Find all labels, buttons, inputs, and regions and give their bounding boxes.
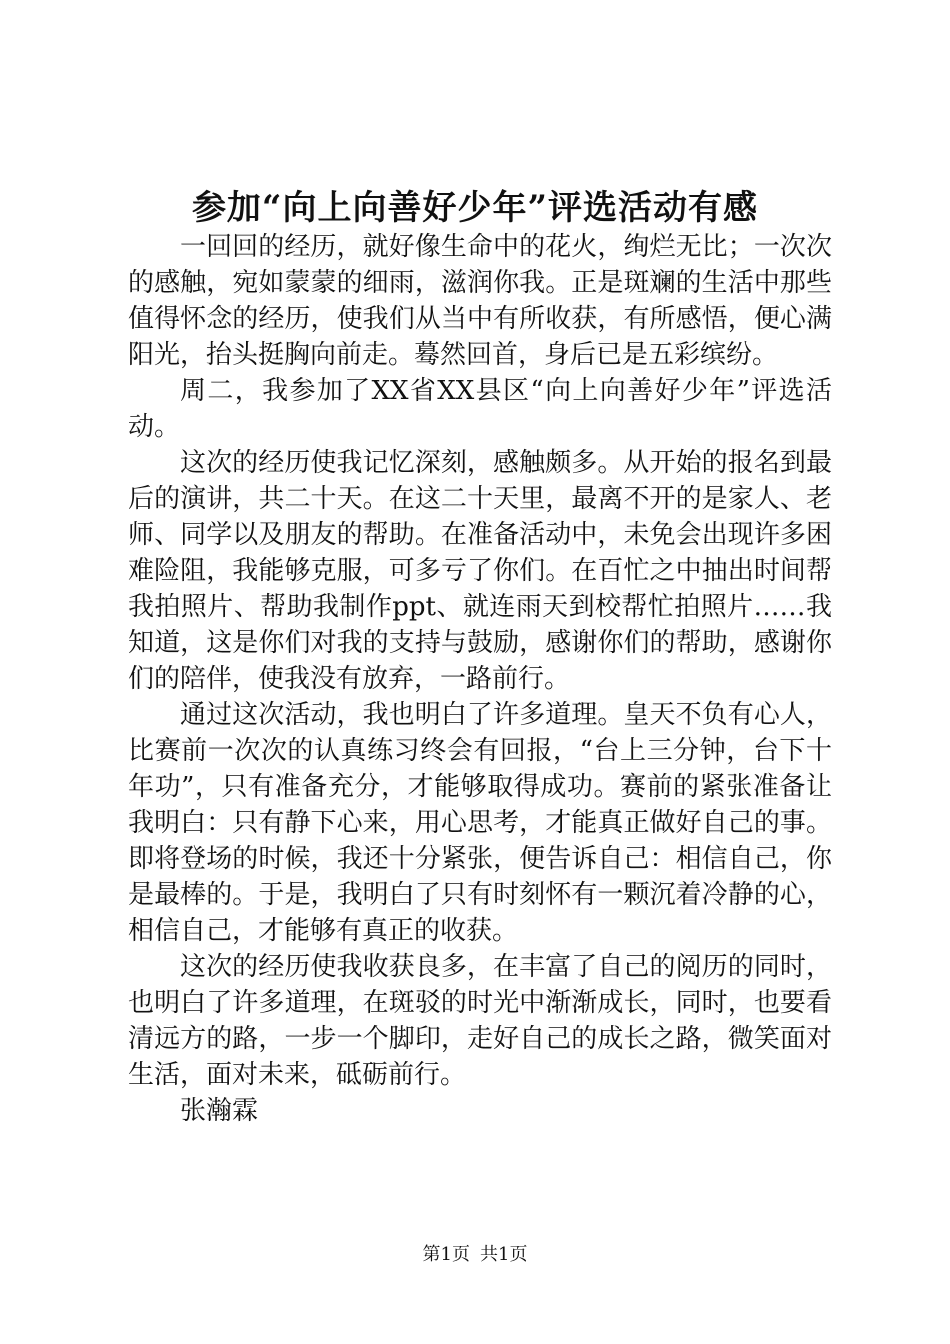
document-body <box>128 229 832 1129</box>
paragraph-3: 这次的经历使我记忆深刻，感触颇多。从开始的报名到最后的演讲，共二十天。在这二十天里，最离不开的是家人、老师、同学以及朋友的帮助。在准备活动中，未免会出现许多困难险阻，我能够克服，可多亏了你们。在百忙之中抽出时间帮我拍照片、帮助我制作ppt、就连雨天到校帮忙拍照片……我知道，这是你们对我的支持与鼓励，感谢你们的帮助，感谢你们的陪伴，使我没有放弃，一路前行。 <box>128 448 832 694</box>
paragraph-5: 这次的经历使我收获良多，在丰富了自己的阅历的同时，也明白了许多道理，在斑驳的时光中渐渐成长，同时，也要看清远方的路，一步一个脚印，走好自己的成长之路，微笑面对生活，面对未来，砥砺前行。 <box>128 952 832 1090</box>
paragraph-1: 一回回的经历，就好像生命中的花火，绚烂无比；一次次的感触，宛如蒙蒙的细雨，滋润你我。正是斑斓的生活中那些值得怀念的经历，使我们从当中有所收获，有所感悟，便心满阳光，抬头挺胸向前走。蓦然回首，身后已是五彩缤纷。 <box>128 232 832 370</box>
page-footer <box>0 1243 950 1267</box>
paragraph-4: 通过这次活动，我也明白了许多道理。皇天不负有心人，比赛前一次次的认真练习终会有回报，“台上三分钟，台下十年功”，只有准备充分，才能够取得成功。赛前的紧张准备让我明白：只有静下心来，用心思考，才能真正做好自己的事。即将登场的时候，我还十分紧张，便告诉自己：相信自己，你是最棒的。于是，我明白了只有时刻怀有一颗沉着冷静的心，相信自己，才能够有真正的收获。 <box>128 700 832 946</box>
paragraph-2: 周二，我参加了XX省XX县区“向上向善好少年”评选活动。 <box>128 376 832 442</box>
page-total: 共1页 <box>480 1244 528 1265</box>
document-title: 参加“向上向善好少年”评选活动有感 <box>191 188 759 228</box>
author-signature: 张瀚霖 <box>180 1096 259 1126</box>
page-number: 第1页 <box>422 1244 470 1265</box>
